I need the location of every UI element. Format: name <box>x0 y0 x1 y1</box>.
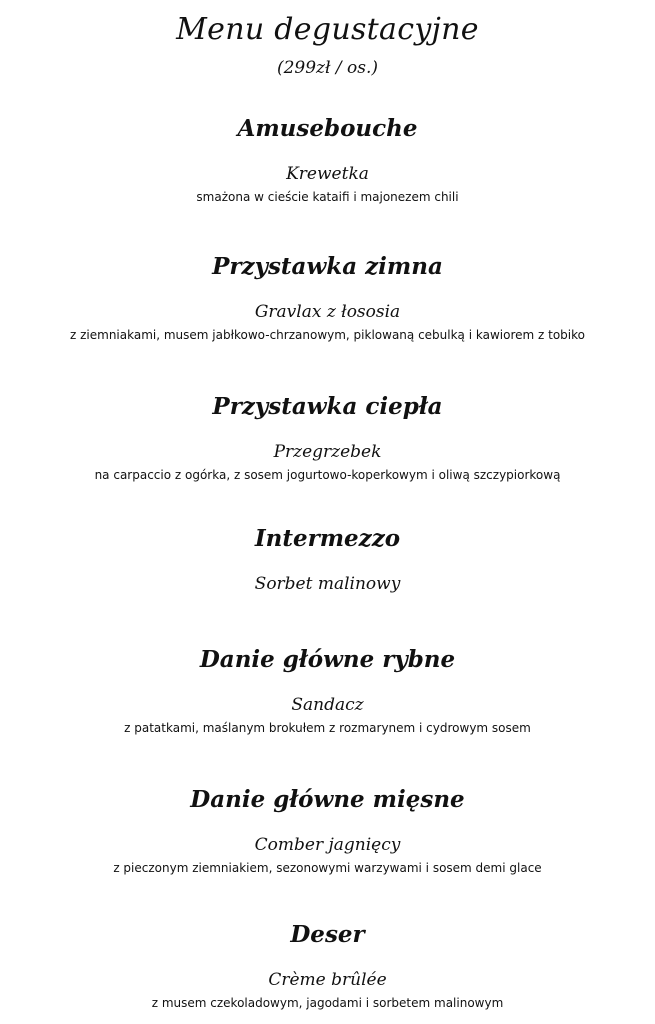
course-heading: Przystawka zimna <box>212 253 443 280</box>
page-title: Menu degustacyjne <box>176 12 479 47</box>
course-meat-main <box>0 785 655 877</box>
course-warm-starter <box>0 392 655 484</box>
course-fish-main <box>0 645 655 737</box>
dish-name: Comber jagnięcy <box>254 835 401 855</box>
dish-description: z musem czekoladowym, jagodami i sorbetem malinowym <box>151 996 504 1010</box>
course-heading: Amusebouche <box>237 115 418 142</box>
course-heading: Przystawka ciepła <box>212 393 443 420</box>
dish-description: na carpaccio z ogórka, z sosem jogurtowo-koperkowym i oliwą szczypiorkową <box>94 468 561 482</box>
dish-description: z ziemniakami, musem jabłkowo-chrzanowym, piklowaną cebulką i kawiorem z tobiko <box>70 328 585 342</box>
dish-name: Przegrzebek <box>273 442 382 462</box>
dish-name: Crème brûlée <box>268 970 387 990</box>
course-heading: Danie główne mięsne <box>190 786 465 813</box>
dish-description: z patatkami, maślanym brokułem z rozmarynem i cydrowym sosem <box>124 721 531 735</box>
course-amusebouche <box>0 114 655 206</box>
course-heading: Deser <box>290 921 365 948</box>
menu-price: (299zł / os.) <box>276 58 379 78</box>
dish-name: Sorbet malinowy <box>254 574 401 594</box>
course-dessert <box>0 920 655 1012</box>
course-heading: Danie główne rybne <box>199 646 456 673</box>
dish-description: smażona w cieście kataifi i majonezem chili <box>196 190 459 204</box>
dish-name: Sandacz <box>291 695 364 715</box>
course-heading: Intermezzo <box>254 525 401 552</box>
course-cold-starter <box>0 252 655 344</box>
course-intermezzo <box>0 524 655 596</box>
dish-name: Krewetka <box>286 164 369 184</box>
dish-name: Gravlax z łososia <box>254 302 401 322</box>
dish-description: z pieczonym ziemniakiem, sezonowymi warzywami i sosem demi glace <box>113 861 542 875</box>
